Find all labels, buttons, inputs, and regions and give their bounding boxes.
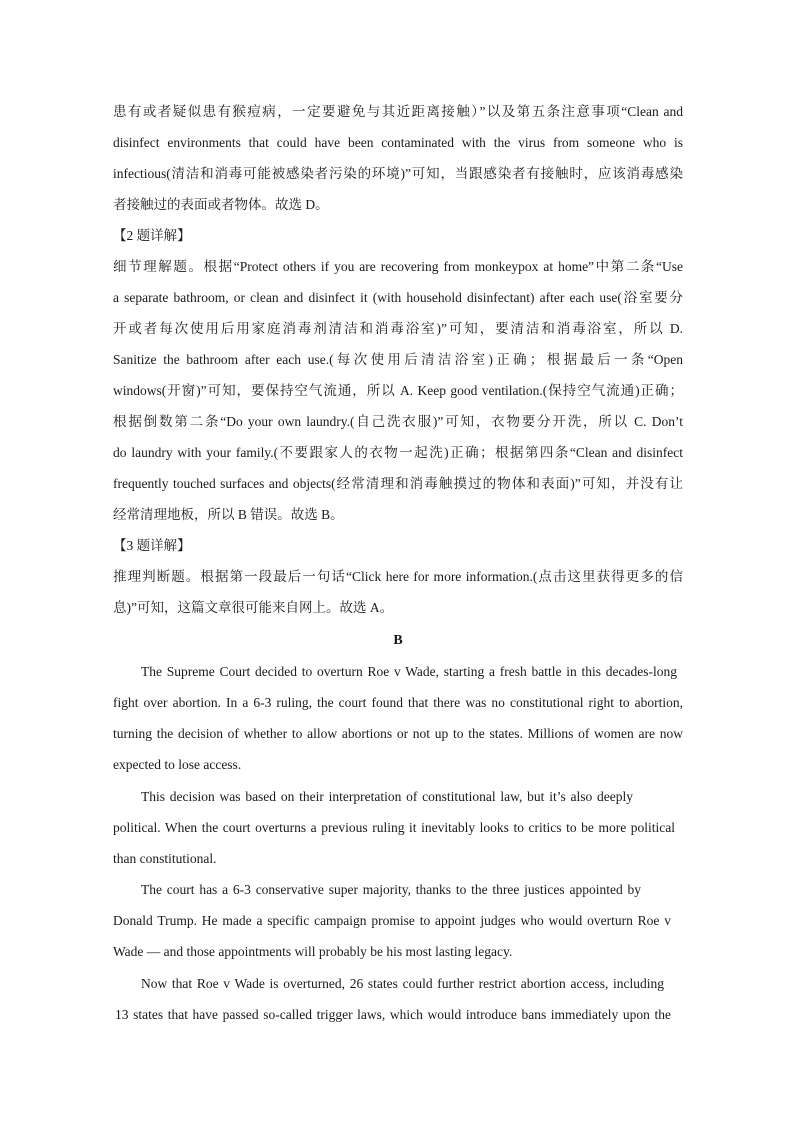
text-line: turning the decision of whether to allow abortions or not up to the states. Millions of women are now <box>113 726 683 741</box>
section-heading-q3: 【3 题详解】 <box>113 538 191 553</box>
text-line: 者接触过的表面或者物体。故选 D。 <box>113 197 329 212</box>
text-line: do laundry with your family.(不要跟家人的衣物一起洗)正确；根据第四条“Clean and disinfect <box>113 445 683 460</box>
text-line: than constitutional. <box>113 851 217 866</box>
text-line: 息)”可知，这篇文章很可能来自网上。故选 A。 <box>113 600 394 615</box>
text-line: political. When the court overturns a previous ruling it inevitably looks to critics to be more political <box>113 820 675 835</box>
section-heading-q2: 【2 题详解】 <box>113 228 191 243</box>
text-line: 经常清理地板，所以 B 错误。故选 B。 <box>113 507 344 522</box>
text-line: Wade — and those appointments will probably be his most lasting legacy. <box>113 944 513 959</box>
text-line: Donald Trump. He made a specific campaign promise to appoint judges who would overturn Roe v <box>113 913 671 928</box>
text-line: 13 states that have passed so-called trigger laws, which would introduce bans immediately upon the <box>115 1007 671 1022</box>
text-line: fight over abortion. In a 6-3 ruling, the court found that there was no constitutional right to abortion, <box>113 695 683 710</box>
text-line: The Supreme Court decided to overturn Roe v Wade, starting a fresh battle in this decades-long <box>141 664 677 679</box>
text-line: Sanitize the bathroom after each use.(每次使用后清洁浴室)正确；根据最后一条“Open <box>113 352 683 367</box>
text-line: 患有或者疑似患有猴痘病，一定要避免与其近距离接触）”以及第五条注意事项“Clean and <box>113 104 683 119</box>
text-line: infectious(清洁和消毒可能被感染者污染的环境)”可知，当跟感染者有接触时，应该消毒感染 <box>113 166 683 181</box>
text-line: windows(开窗)”可知，要保持空气流通，所以 A. Keep good ventilation.(保持空气流通)正确； <box>113 383 683 398</box>
text-line: disinfect environments that could have been contaminated with the virus from someone who is <box>113 135 683 150</box>
passage-heading-b: B <box>393 633 403 648</box>
text-line: frequently touched surfaces and objects(经常清理和消毒触摸过的物体和表面)”可知，并没有让 <box>113 476 683 491</box>
text-line: 开或者每次使用后用家庭消毒剂清洁和消毒浴室)”可知，要清洁和消毒浴室，所以 D. <box>113 321 683 336</box>
text-line: expected to lose access. <box>113 757 242 772</box>
text-line: 细节理解题。根据“Protect others if you are recovering from monkeypox at home”中第二条“Use <box>113 259 683 274</box>
text-line: 推理判断题。根据第一段最后一句话“Click here for more information.(点击这里获得更多的信 <box>113 569 683 584</box>
text-line: Now that Roe v Wade is overturned, 26 states could further restrict abortion access, including <box>141 976 664 991</box>
text-line: The court has a 6-3 conservative super majority, thanks to the three justices appointed by <box>141 882 641 897</box>
text-line: This decision was based on their interpretation of constitutional law, but it’s also deeply <box>141 789 633 804</box>
text-line: 根据倒数第二条“Do your own laundry.(自己洗衣服)”可知，衣物要分开洗，所以 C. Don’t <box>113 414 683 429</box>
text-line: a separate bathroom, or clean and disinfect it (with household disinfectant) after each use(浴室要分 <box>113 290 683 305</box>
